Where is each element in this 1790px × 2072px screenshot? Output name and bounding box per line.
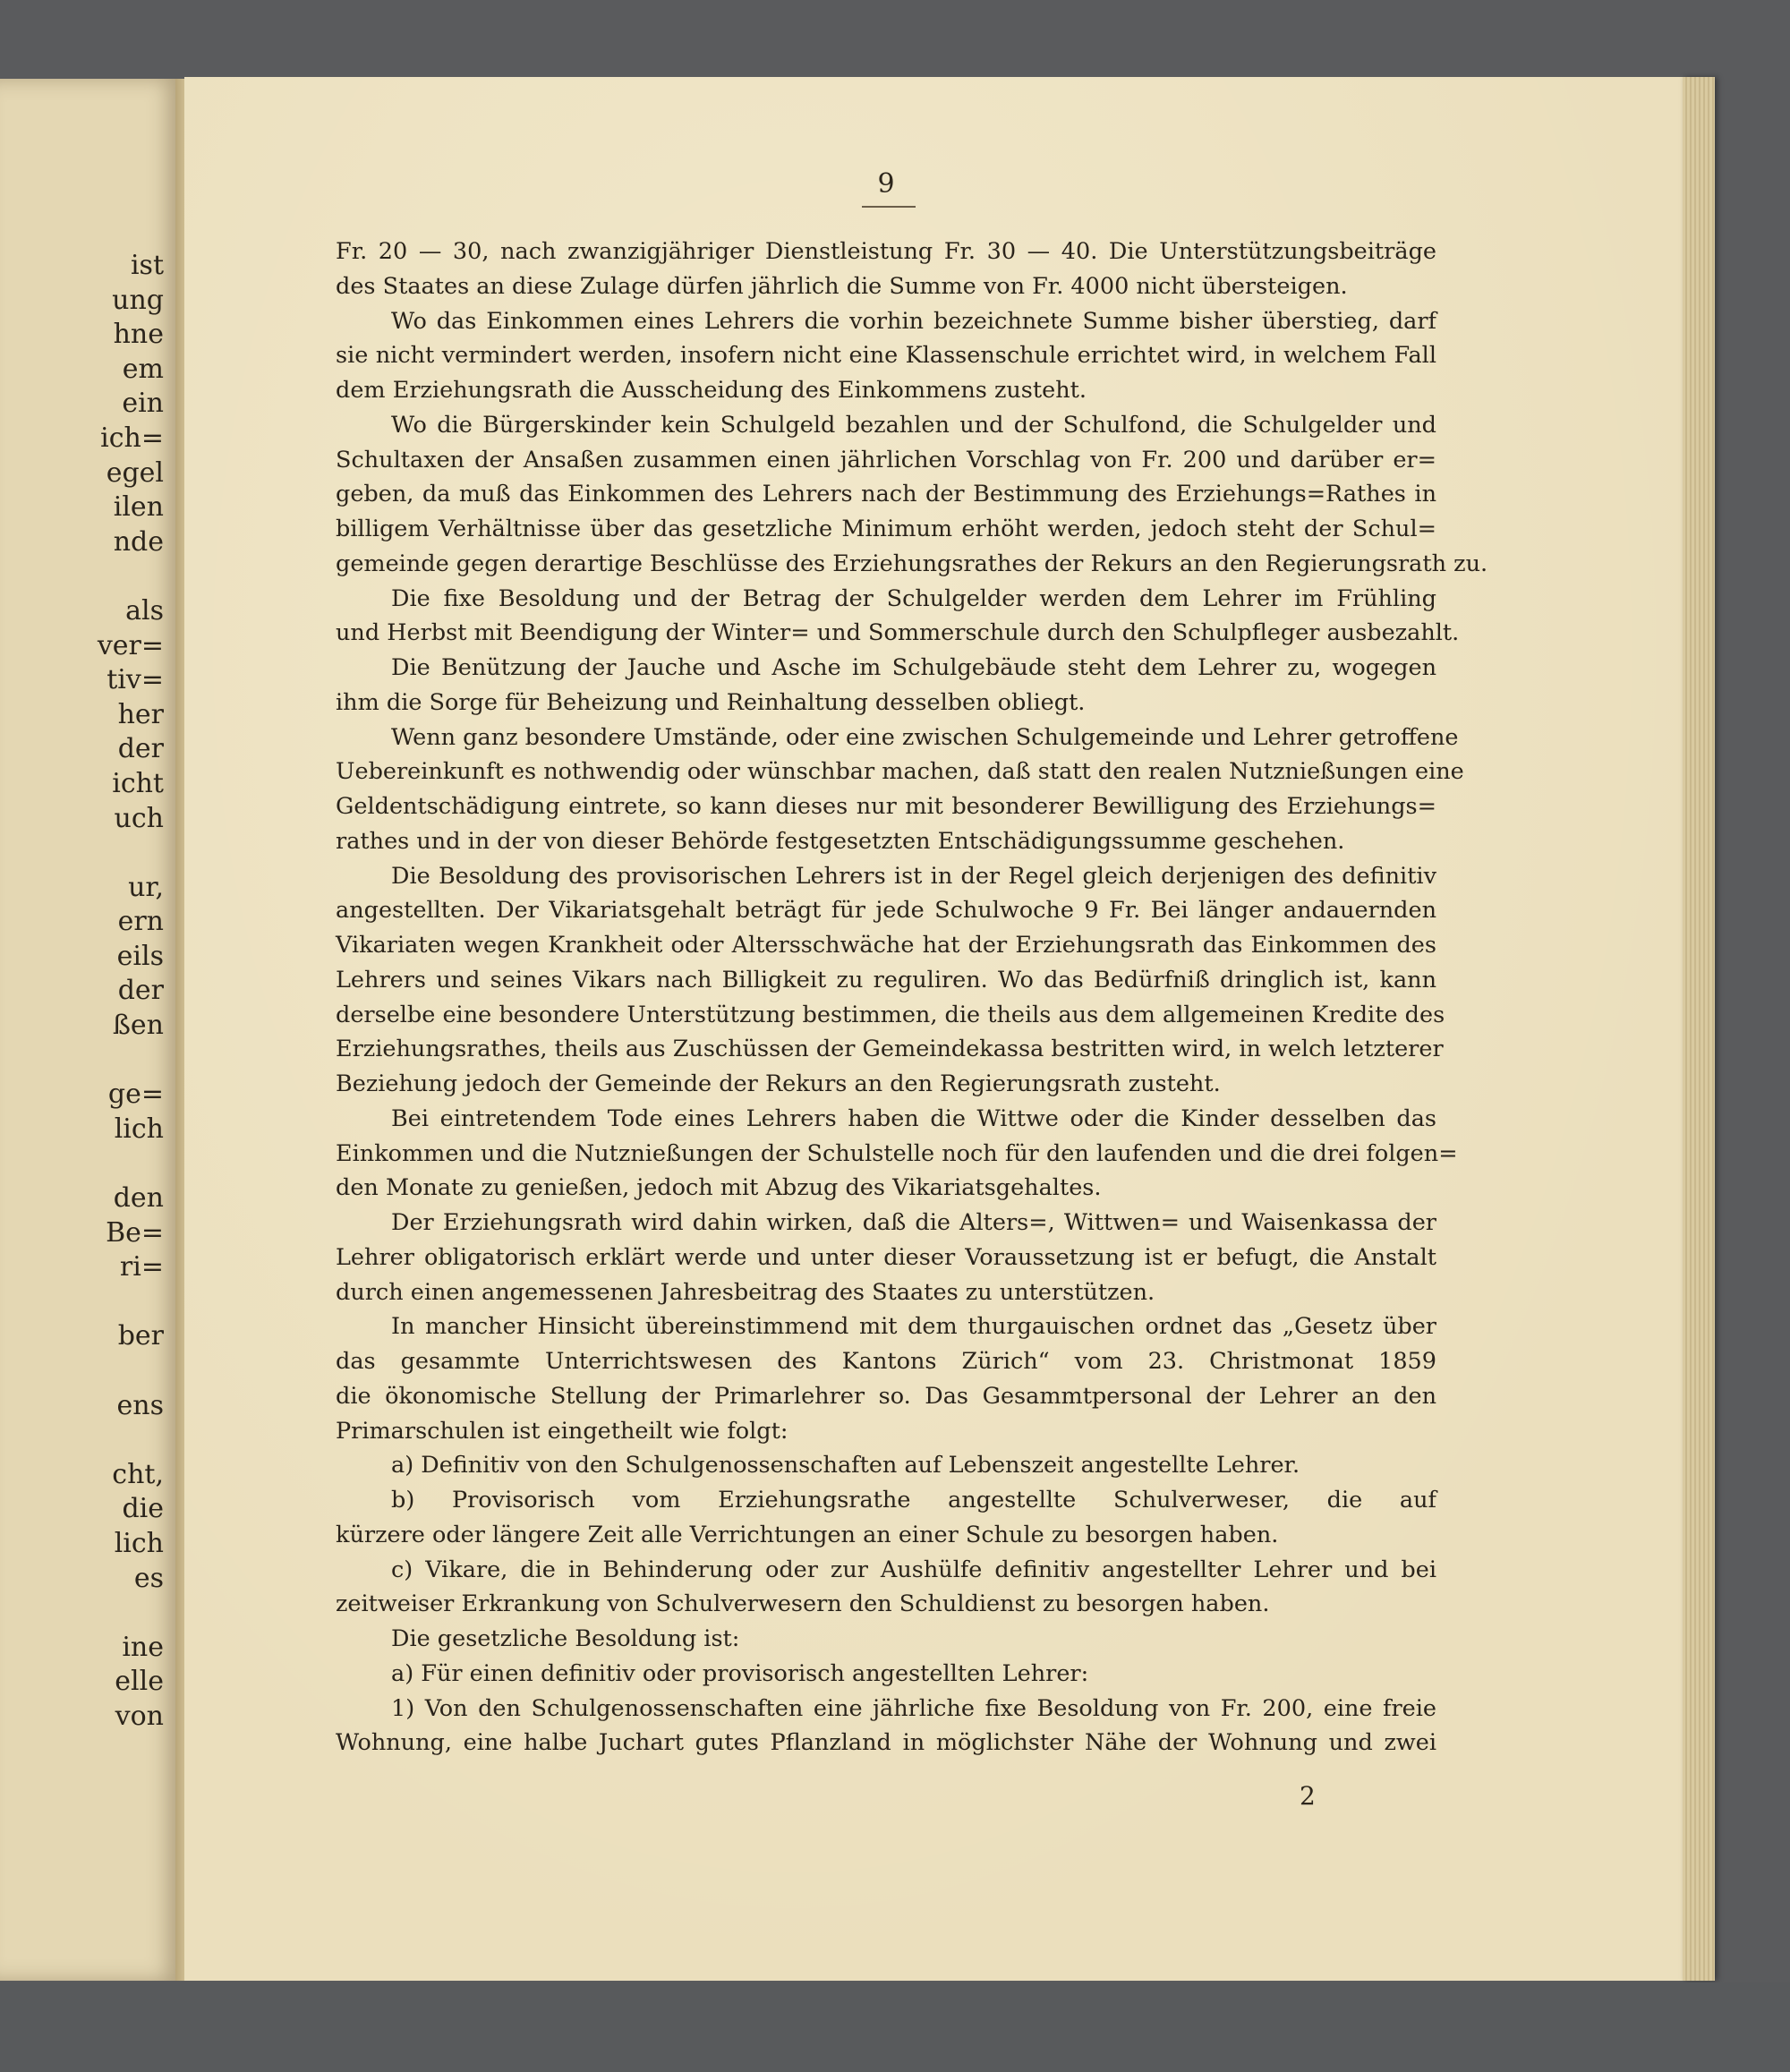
text-line: 1) Von den Schulgenossenschaften eine jährliche fixe Besoldung von Fr. 200, eine freie (391, 1694, 1436, 1722)
left-fragment: ung (112, 284, 164, 316)
left-fragment: eils (116, 940, 164, 972)
text-line: des Staates an diese Zulage dürfen jährlich die Summe von Fr. 4000 nicht übersteigen. (336, 272, 1348, 300)
text-line: c) Vikare, die in Behinderung oder zur Aushülfe definitiv angestellter Lehrer und bei (391, 1556, 1436, 1583)
text-line: billigem Verhältnisse über das gesetzliche Minimum erhöht werden, jedoch steht der Schul= (336, 516, 1436, 542)
text-line: a) Für einen definitiv oder provisorisch angestellten Lehrer: (391, 1659, 1089, 1687)
left-fragment: ist (130, 250, 164, 281)
left-fragment (74, 1044, 164, 1079)
text-line: Die Benützung der Jauche und Asche im Schulgebäude steht dem Lehrer zu, wogegen (391, 654, 1436, 681)
page-edge (1683, 77, 1715, 1981)
left-fragment: icht (112, 767, 164, 799)
text-line: Lehrers und seines Vikars nach Billigkeit zu reguliren. Wo das Bedürfniß dringlich ist, kann (336, 966, 1436, 993)
left-fragment: ich= (100, 422, 164, 454)
text-line: gemeinde gegen derartige Beschlüsse des Erziehungsrathes der Rekurs an den Regierungsrath zu. (336, 550, 1488, 577)
left-page (0, 79, 183, 1981)
left-fragment: ver= (97, 629, 164, 661)
text-line: Die gesetzliche Besoldung ist: (391, 1625, 740, 1652)
signature-mark: 2 (1300, 1781, 1316, 1811)
scanner-background (0, 1982, 1790, 2072)
text-line: die ökonomische Stellung der Primarlehrer so. Das Gesammtpersonal der Lehrer an den (336, 1382, 1436, 1410)
text-line: Vikariaten wegen Krankheit oder Altersschwäche hat der Erziehungsrath das Einkommen des (336, 932, 1436, 959)
left-fragment: ßen (112, 1010, 164, 1042)
text-line: a) Definitiv von den Schulgenossenschaften auf Lebenszeit angestellte Lehrer. (391, 1452, 1300, 1479)
text-line: Schultaxen der Ansaßen zusammen einen jährlichen Vorschlag von Fr. 200 und darüber er= (336, 446, 1436, 473)
left-fragment: uch (114, 802, 164, 834)
left-fragment: egel (106, 456, 164, 489)
left-fragment: nde (113, 525, 164, 558)
text-line: Wohnung, eine halbe Juchart gutes Pflanzland in möglichster Nähe der Wohnung und zwei (336, 1729, 1436, 1757)
text-line: Wenn ganz besondere Umstände, oder eine zwischen Schulgemeinde und Lehrer getroffene (391, 723, 1459, 751)
left-fragment: als (125, 594, 164, 627)
left-fragment: Be= (106, 1216, 164, 1249)
body-text (336, 234, 1488, 1761)
left-fragment (74, 1354, 164, 1389)
text-line: In mancher Hinsicht übereinstimmend mit dem thurgauischen ordnet das „Gesetz über (391, 1313, 1436, 1341)
text-line: sie nicht vermindert werden, insofern nicht eine Klassenschule errichtet wird, in welchem Fall (336, 342, 1436, 370)
text-line: Geldentschädigung eintrete, so kann dieses nur mit besonderer Bewilligung des Erziehungs= (336, 793, 1436, 820)
left-page-fragments (74, 249, 164, 1735)
text-line: rathes und in der von dieser Behörde festgesetzten Entschädigungssumme geschehen. (336, 827, 1345, 855)
left-fragment: lich (114, 1527, 164, 1559)
text-line: Die fixe Besoldung und der Betrag der Schulgelder werden dem Lehrer im Frühling (391, 584, 1436, 612)
page-number-rule (862, 206, 916, 208)
left-fragment: elle (115, 1666, 164, 1698)
left-fragment: ein (122, 388, 164, 420)
left-fragment (74, 836, 164, 871)
text-line: Fr. 20 — 30, nach zwanzigjähriger Dienstleistung Fr. 30 — 40. Die Unterstützungsbeiträge (336, 238, 1436, 265)
left-fragment: von (115, 1700, 164, 1732)
left-fragment: ern (117, 906, 164, 938)
text-line: Wo das Einkommen eines Lehrers die vorhin bezeichnete Summe bisher überstieg, darf (391, 307, 1436, 335)
text-line: durch einen angemessenen Jahresbeitrag des Staates zu unterstützen. (336, 1278, 1155, 1306)
text-line: ihm die Sorge für Beheizung und Reinhaltung desselben obliegt. (336, 688, 1086, 716)
text-line: das gesammte Unterrichtswesen des Kantons Zürich“ vom 23. Christmonat 1859 (336, 1348, 1436, 1375)
text-line: Wo die Bürgerskinder kein Schulgeld bezahlen und der Schulfond, die Schulgelder und (391, 411, 1436, 439)
left-fragment: ri= (119, 1251, 164, 1283)
left-fragment: ur, (128, 871, 164, 903)
text-line: b) Provisorisch vom Erziehungsrathe angestellte Schulverweser, die auf (391, 1487, 1436, 1513)
left-fragment: ge= (107, 1079, 164, 1111)
left-fragment: die (122, 1493, 164, 1525)
page-number: 9 (877, 168, 895, 200)
text-line: und Herbst mit Beendigung der Winter= und Sommerschule durch den Schulpfleger ausbezahlt. (336, 619, 1460, 647)
left-fragment: hne (113, 319, 164, 351)
text-line: derselbe eine besondere Unterstützung bestimmen, die theils aus dem allgemeinen Kredite des (336, 1001, 1445, 1028)
text-line: geben, da muß das Einkommen des Lehrers nach der Bestimmung des Erziehungs=Rathes in (336, 481, 1436, 508)
left-fragment: her (117, 698, 164, 730)
left-fragment (74, 1147, 164, 1181)
text-line: Bei eintretendem Tode eines Lehrers haben die Wittwe oder die Kinder desselben das (391, 1104, 1436, 1132)
left-fragment: ilen (113, 491, 164, 524)
left-fragment: ber (117, 1320, 164, 1352)
left-fragment: tiv= (107, 664, 164, 696)
left-fragment: der (117, 975, 164, 1007)
text-line: Der Erziehungsrath wird dahin wirken, daß die Alters=, Wittwen= und Waisenkassa der (391, 1209, 1436, 1236)
text-line: Einkommen und die Nutznießungen der Schulstelle noch für den laufenden und die drei folgen= (336, 1139, 1458, 1167)
text-line: kürzere oder längere Zeit alle Verrichtungen an einer Schule zu besorgen haben. (336, 1521, 1279, 1548)
left-fragment: es (133, 1562, 164, 1594)
text-line: Lehrer obligatorisch erklärt werde und unter dieser Voraussetzung ist er befugt, die Anstalt (336, 1243, 1436, 1271)
left-fragment: em (122, 353, 164, 385)
left-fragment: lich (114, 1113, 164, 1145)
left-fragment (74, 1596, 164, 1631)
text-line: Primarschulen ist eingetheilt wie folgt: (336, 1417, 788, 1445)
left-fragment (74, 559, 164, 594)
left-fragment: den (113, 1182, 164, 1215)
left-fragment: ens (116, 1389, 164, 1421)
text-line: Erziehungsrathes, theils aus Zuschüssen der Gemeindekassa bestritten wird, in welch letzterer (336, 1036, 1444, 1063)
text-line: Die Besoldung des provisorischen Lehrers ist in der Regel gleich derjenigen des definitiv (391, 862, 1436, 890)
text-line: zeitweiser Erkrankung von Schulverwesern den Schuldienst zu besorgen haben. (336, 1590, 1270, 1618)
left-fragment (74, 1423, 164, 1458)
text-line: Beziehung jedoch der Gemeinde der Rekurs an den Regierungsrath zusteht. (336, 1070, 1221, 1097)
text-line: Uebereinkunft es nothwendig oder wünschbar machen, daß statt den realen Nutznießungen eine (336, 758, 1464, 786)
left-fragment (74, 1285, 164, 1320)
text-line: den Monate zu genießen, jedoch mit Abzug des Vikariatsgehaltes. (336, 1174, 1102, 1202)
text-line: angestellten. Der Vikariatsgehalt beträgt für jede Schulwoche 9 Fr. Bei länger andauernden (336, 897, 1436, 925)
left-fragment: ine (122, 1631, 164, 1663)
left-fragment: der (117, 733, 164, 765)
text-line: dem Erziehungsrath die Ausscheidung des Einkommens zusteht. (336, 377, 1087, 404)
left-fragment: cht, (112, 1458, 164, 1490)
